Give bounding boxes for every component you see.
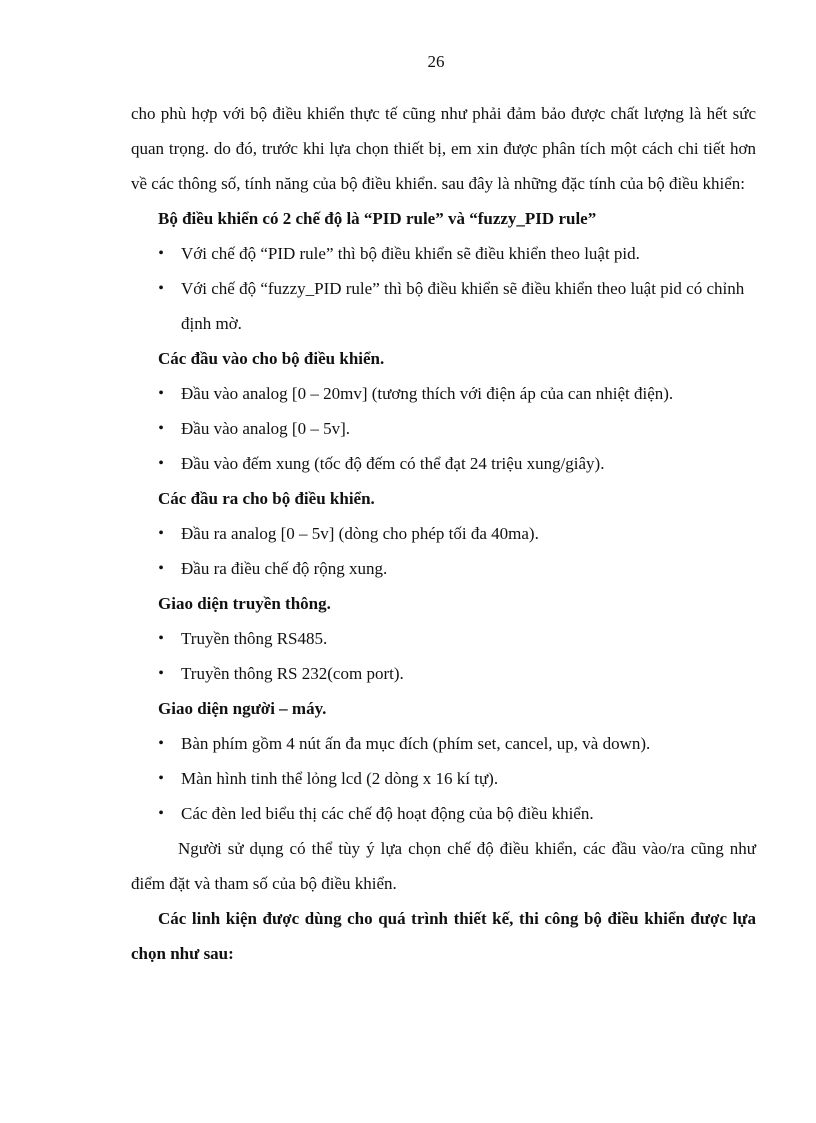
list-item (131, 446, 756, 481)
page-number: 26 (427, 52, 445, 71)
list-item (131, 516, 756, 551)
bullet-icon: • (158, 630, 164, 647)
bullet-icon: • (158, 385, 164, 402)
list-item (131, 726, 756, 761)
bullet-list-modes (131, 236, 756, 341)
bullet-icon: • (158, 770, 164, 787)
list-item (131, 411, 756, 446)
list-item-text: Đầu vào analog [0 – 20mv] (tương thích với điện áp của can nhiệt điện). (181, 384, 674, 403)
list-item-text: Bàn phím gồm 4 nút ấn đa mục đích (phím set, cancel, up, và down). (181, 734, 651, 753)
list-item-text: Đầu vào đếm xung (tốc độ đếm có thể đạt 24 triệu xung/giây). (181, 454, 605, 473)
list-item-text: Truyền thông RS485. (181, 629, 328, 648)
section-heading-inputs: Các đầu vào cho bộ điều khiển. (158, 349, 385, 368)
bullet-icon: • (158, 665, 164, 682)
bullet-list-inputs (131, 376, 756, 481)
bullet-icon: • (158, 525, 164, 542)
list-item (131, 236, 756, 271)
list-item-text: Màn hình tinh thể lỏng lcd (2 dòng x 16 kí tự). (181, 769, 499, 788)
list-item-text: Với chế độ “PID rule” thì bộ điều khiển sẽ điều khiển theo luật pid. (181, 244, 640, 263)
bullet-icon: • (158, 280, 164, 297)
list-item-text: Đầu ra analog [0 – 5v] (dòng cho phép tối đa 40ma). (181, 524, 539, 543)
bullet-icon: • (158, 560, 164, 577)
bullet-icon: • (158, 735, 164, 752)
intro-paragraph: cho phù hợp với bộ điều khiển thực tế cũng như phải đảm bảo được chất lượng là hết sức quan trọng. do đó, trước khi lựa chọn thiết bị, em xin được phân tích một cách chi tiết hơn về các thông số, tính năng của bộ điều khiển. sau đây là những đặc tính của bộ điều khiển: (131, 104, 756, 193)
bullet-list-hmi (131, 726, 756, 831)
closing-paragraph: Người sử dụng có thể tùy ý lựa chọn chế độ điều khiển, các đầu vào/ra cũng như điểm đặt và tham số của bộ điều khiển. (131, 839, 756, 893)
bullet-list-outputs (131, 516, 756, 586)
list-item (131, 621, 756, 656)
section-heading-hmi: Giao diện người – máy. (158, 699, 327, 718)
list-item-text: Truyền thông RS 232(com port). (181, 664, 404, 683)
bullet-list-communication (131, 621, 756, 691)
list-item (131, 761, 756, 796)
list-item (131, 551, 756, 586)
document-body (131, 96, 756, 971)
components-heading-paragraph: Các linh kiện được dùng cho quá trình thiết kế, thi công bộ điều khiển được lựa chọn như sau: (131, 909, 756, 963)
section-heading-communication: Giao diện truyền thông. (158, 594, 331, 613)
list-item-text: Các đèn led biểu thị các chế độ hoạt động của bộ điều khiển. (181, 804, 594, 823)
section-heading-modes: Bộ điều khiển có 2 chế độ là “PID rule” và “fuzzy_PID rule” (158, 209, 597, 228)
section-heading-outputs: Các đầu ra cho bộ điều khiển. (158, 489, 375, 508)
bullet-icon: • (158, 455, 164, 472)
list-item-text: Đầu vào analog [0 – 5v]. (181, 419, 351, 438)
list-item-text: Với chế độ “fuzzy_PID rule” thì bộ điều khiển sẽ điều khiển theo luật pid có chỉnh định mờ. (181, 279, 745, 333)
list-item (131, 656, 756, 691)
list-item (131, 376, 756, 411)
bullet-icon: • (158, 420, 164, 437)
list-item (131, 271, 756, 341)
bullet-icon: • (158, 245, 164, 262)
bullet-icon: • (158, 805, 164, 822)
list-item (131, 796, 756, 831)
list-item-text: Đầu ra điều chế độ rộng xung. (181, 559, 388, 578)
